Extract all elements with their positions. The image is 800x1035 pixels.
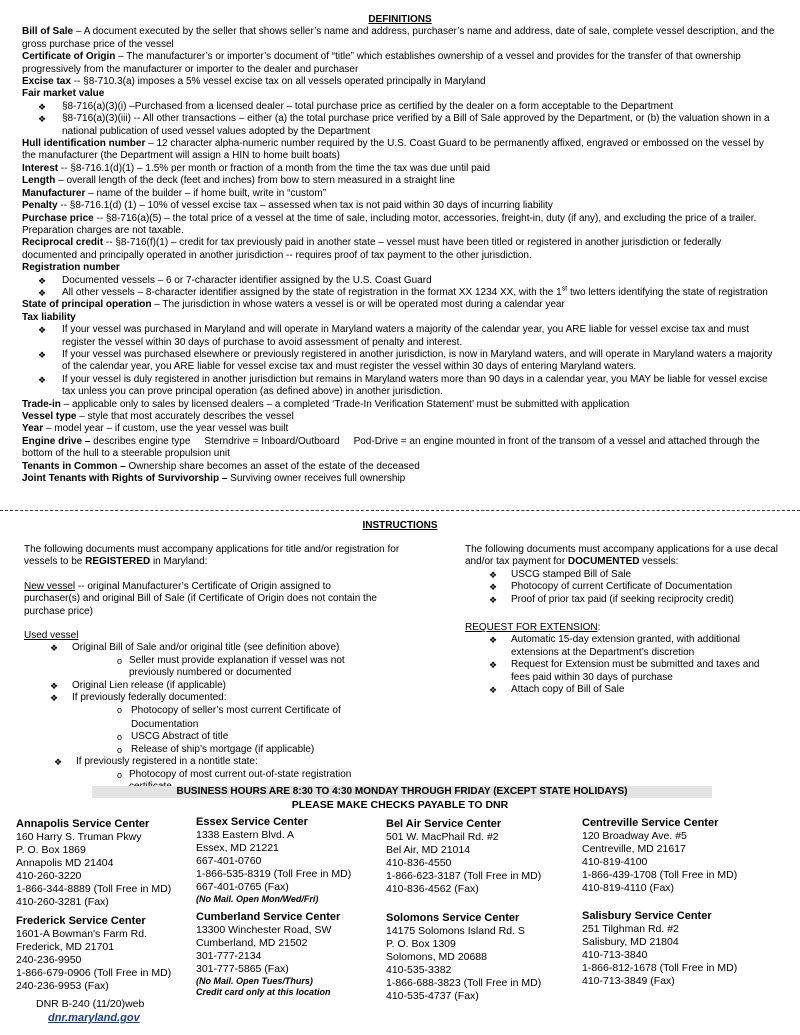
diamond-bullet-icon: ❖	[50, 643, 59, 654]
def-vessel-type	[22, 411, 778, 423]
def-term: State of principal operation	[22, 299, 152, 311]
def-text: describes engine type Sterndrive = Inboard/Outboard Pod-Drive = an engine mounted in front of the transom of a vessel and attached through the bottom of the hull to a steerable propulsion unit	[22, 435, 763, 460]
new-vessel-instruction: New vessel -- original Manufacturer’s Certificate of Origin assigned to purchaser(s) and original Bill of Sale (if Certificate of Origin does not contain the purchase price)	[24, 580, 377, 617]
center-name: Frederick Service Center	[16, 915, 146, 927]
def-length	[22, 175, 778, 187]
def-term: Length	[22, 175, 56, 187]
center-name: Bel Air Service Center	[386, 818, 502, 830]
diamond-bullet-icon: ❖	[489, 685, 498, 696]
tax-liability-item: ❖ If your vessel was purchased elsewhere or previously registered in another jurisdiction, is now in Maryland waters, and will operate in Maryland waters a majority of the calendar year, you ARE liable for vessel excise tax and must register the vessel within 30 days of entering Maryland waters.	[38, 348, 773, 373]
form-id: DNR B-240 (11/20)web	[36, 998, 145, 1010]
def-text: – overall length of the deck (feet and inches) from bow to stern measured in a straight line	[55, 175, 455, 187]
instructions-heading	[0, 520, 800, 532]
diamond-bullet-icon: ❖	[489, 582, 498, 593]
def-year	[22, 423, 778, 435]
def-term: Penalty	[22, 200, 58, 212]
def-bill-of-sale	[22, 26, 778, 51]
def-reciprocal-credit	[22, 237, 778, 262]
def-text: – The jurisdiction in whose waters a vessel is or will be operated most during a calendar year	[151, 299, 565, 311]
def-text: – The manufacturer’s or importer’s document of “title” which establishes ownership of a vessel and provides for the transfer of that ownership progressively from the manufacturer or importer to the dealer and purchaser	[22, 51, 741, 75]
def-term: Hull identification number	[22, 138, 146, 150]
diamond-bullet-icon: ❖	[489, 569, 498, 580]
frederick-service-center: Frederick Service Center 1601-A Bowman's Farm Rd. Frederick, MD 21701 240-236-9950 1-866-679-0906 (Toll Free in MD) 240-236-9953 (Fax)	[16, 915, 172, 992]
documented-instructions	[465, 544, 780, 696]
used-subitem: o Photocopy of most current out-of-state registration	[117, 768, 352, 780]
center-name: Solomons Service Center	[386, 912, 520, 924]
def-tax-liability: Tax liability	[22, 311, 76, 323]
def-term: Excise tax	[22, 76, 71, 88]
def-hin	[22, 138, 778, 163]
bel-air-service-center: Bel Air Service Center 501 W. MacPhail Rd. #2 Bel Air, MD 21014 410-836-4550 1-866-623-3187 (Toll Free in MD) 410-836-4562 (Fax)	[386, 818, 542, 895]
diamond-bullet-icon: ❖	[38, 275, 47, 286]
def-text: Surviving owner receives full ownership	[227, 473, 406, 485]
solomons-service-center: Solomons Service Center 14175 Solomons Island Rd. S P. O. Box 1309 Solomons, MD 20688 410-535-3382 1-866-688-3823 (Toll Free in MD) 410-535-4737 (Fax)	[386, 912, 542, 1002]
documented-item: ❖ Photocopy of current Certificate of Documentation	[489, 581, 733, 593]
diamond-bullet-icon: ❖	[38, 101, 47, 112]
def-joint-tenants	[22, 473, 778, 485]
def-text: -- §8-716(f)(1) – credit for tax previously paid in another state – vessel must have been titled or registered in another jurisdiction or federally documented and principally operated in another jurisdiction -- requires proof of tax payment to the other jurisdiction.	[22, 237, 722, 261]
def-excise-tax	[22, 76, 778, 88]
website-link[interactable]: dnr.maryland.gov	[48, 1012, 140, 1024]
def-term: Vessel type	[22, 411, 77, 422]
def-tenants-in-common	[22, 461, 778, 473]
def-term: Tenants in Common –	[22, 460, 126, 472]
diamond-bullet-icon: ❖	[38, 349, 47, 360]
diamond-bullet-icon: ❖	[38, 114, 47, 125]
documented-intro: The following documents must accompany applications for a use decal and/or tax payment for DOCUMENTED vessels:	[465, 544, 778, 568]
cumberland-service-center: Cumberland Service Center 13300 Winchester Road, SW Cumberland, MD 21502 301-777-2134 301-777-5865 (Fax) (No Mail. Open Tues/Thurs) Credit card only at this location	[196, 911, 341, 997]
checks-payable-note: PLEASE MAKE CHECKS PAYABLE TO DNR	[291, 799, 509, 811]
diamond-bullet-icon: ❖	[50, 693, 59, 704]
diamond-bullet-icon: ❖	[489, 594, 498, 605]
def-interest	[22, 163, 778, 175]
def-term: Manufacturer	[22, 187, 86, 199]
definitions-section	[22, 14, 778, 485]
def-text: – 12 character alpha-numeric number required by the U.S. Coast Guard to be permanently affixed, engraved or embossed on the vessel by the manufacturer (the Department will assign a HIN to home built boats)	[22, 138, 764, 162]
def-term: Trade-in	[22, 398, 61, 410]
salisbury-service-center: Salisbury Service Center 251 Tilghman Rd. #2 Salisbury, MD 21804 410-713-3840 1-866-812-1678 (Toll Free in MD) 410-713-3849 (Fax)	[582, 910, 738, 987]
def-text: -- §8-716.1(d) (1) – 10% of vessel excise tax – assessed when tax is not paid within 30 days of incurring liability	[57, 200, 553, 212]
used-subitem: o Seller must provide explanation if vessel was not previously numbered or documented	[117, 654, 345, 679]
extension-heading: REQUEST FOR EXTENSION:	[465, 622, 601, 634]
registration-item: ❖ Documented vessels – 6 or 7-character identifier assigned by the U.S. Coast Guard	[38, 274, 432, 286]
used-subitem: o USCG Abstract of title	[117, 731, 229, 743]
extension-item: ❖ Request for Extension must be submitted and taxes and fees paid within 30 days of purchase	[489, 659, 760, 683]
def-engine-drive	[22, 436, 778, 461]
documented-item: ❖ Proof of prior tax paid (if seeking reciprocity credit)	[489, 593, 734, 605]
def-purchase-price	[22, 213, 778, 238]
center-name: Centreville Service Center	[582, 817, 719, 829]
business-hours-banner: BUSINESS HOURS ARE 8:30 TO 4:30 MONDAY THROUGH FRIDAY (EXCEPT STATE HOLIDAYS)	[92, 786, 712, 798]
used-item: ❖ Original Bill of Sale and/or original title (see definition above)	[50, 642, 340, 654]
def-registration-number: Registration number	[22, 262, 120, 274]
diamond-bullet-icon: ❖	[489, 635, 498, 646]
def-manufacturer	[22, 188, 778, 200]
def-text: -- §8-710.3(a) imposes a 5% vessel excise tax on all vessels operated principally in Maryland	[70, 76, 486, 88]
circle-bullet-icon: o	[117, 705, 123, 716]
center-name: Salisbury Service Center	[582, 910, 712, 922]
def-text: – applicable only to sales by licensed dealers – a completed ‘Trade-In Verification Statement’ must be submitted with application	[60, 398, 630, 410]
instructions-title: INSTRUCTIONS	[362, 520, 438, 531]
diamond-bullet-icon: ❖	[38, 374, 47, 385]
used-subitem: o Release of ship’s mortgage (if applicable)	[117, 743, 315, 755]
center-note: (No Mail. Open Mon/Wed/Fri)	[196, 894, 319, 904]
extension-item: ❖ Attach copy of Bill of Sale	[489, 684, 625, 696]
annapolis-service-center: Annapolis Service Center 160 Harry S. Truman Pkwy P. O. Box 1869 Annapolis MD 21404 410-260-3220 1-866-344-8889 (Toll Free in MD) 410-260-3281 (Fax)	[16, 818, 172, 908]
diamond-bullet-icon: ❖	[38, 287, 47, 298]
def-fair-market-value: Fair market value	[22, 88, 105, 100]
fmv-item: ❖ §8-716(a)(3)(iii) -- All other transactions – either (a) the total purchase price verified by a Bill of Sale approved by the Department, or (b) the valuation shown in a national publication of used vessel values adopted by the Department	[38, 113, 770, 137]
documented-item: ❖ USCG stamped Bill of Sale	[489, 568, 632, 580]
def-text: – style that most accurately describes the vessel	[76, 411, 294, 422]
used-item: ❖ Original Lien release (if applicable)	[50, 679, 226, 691]
def-penalty	[22, 200, 778, 212]
used-subitem: o Photocopy of seller’s most current Certificate of Documentation	[117, 705, 341, 730]
center-note: Credit card only at this location	[196, 987, 331, 997]
def-term: Bill of Sale	[22, 26, 74, 38]
definitions-title: DEFINITIONS	[368, 14, 432, 25]
centreville-service-center: Centreville Service Center 120 Broadway Ave. #5 Centreville, MD 21617 410-819-4100 1-866-439-1708 (Toll Free in MD) 410-819-4110 (Fax)	[582, 817, 738, 894]
section-divider	[0, 510, 800, 511]
tax-liability-item: ❖ If your vessel is duly registered in another jurisdiction but remains in Maryland waters more than 90 days in a calendar year, you MAY be liable for vessel excise tax unless you can prove principal operation (as defined above) in another jurisdiction.	[38, 373, 768, 398]
def-term: Joint Tenants with Rights of Survivorship –	[22, 473, 228, 485]
registration-item: ❖ All other vessels – 8-character identifier assigned by the state of registration in the format XX 1234 XX, with the 1st two letters identifying the state of registration	[38, 285, 768, 298]
circle-bullet-icon: o	[117, 769, 123, 780]
extension-item: ❖ Automatic 15-day extension granted, with additional extensions at the Department’s discretion	[489, 634, 741, 658]
def-text: – model year – if custom, use the year vessel was built	[43, 423, 289, 435]
center-name: Essex Service Center	[196, 816, 308, 828]
registered-intro: The following documents must accompany applications for title and/or registration for vessels to be REGISTERED in Maryland:	[24, 544, 400, 568]
def-term: Purchase price	[22, 212, 94, 224]
used-item: ❖ If previously federally documented:	[50, 692, 227, 704]
circle-bullet-icon: o	[117, 655, 123, 666]
registered-instructions	[24, 544, 424, 794]
diamond-bullet-icon: ❖	[54, 757, 63, 768]
def-term: Year	[22, 423, 44, 435]
used-item: ❖ If previously registered in a nontitle state:	[54, 756, 258, 768]
def-text: – name of the builder – if home built, write in “custom”	[85, 187, 327, 199]
center-name: Annapolis Service Center	[16, 818, 150, 830]
def-text: -- §8-716.1(d)(1) – 1.5% per month or fraction of a month from the time the tax was due until paid	[58, 162, 491, 174]
center-note: (No Mail. Open Tues/Thurs)	[196, 976, 313, 986]
def-term: Interest	[22, 162, 59, 174]
circle-bullet-icon: o	[117, 732, 123, 743]
def-state-of-principal-operation	[22, 299, 778, 311]
def-text: – A document executed by the seller that shows seller’s name and address, purchaser’s name and address, date of sale, complete vessel description, and the gross purchase price of the vessel	[22, 26, 775, 50]
new-vessel-label: New vessel	[24, 580, 76, 592]
essex-service-center: Essex Service Center 1338 Eastern Blvd. A Essex, MD 21221 667-401-0760 1-866-535-8319 (Toll Free in MD) 667-401-0765 (Fax) (No Mail. Open Mon/Wed/Fri)	[196, 816, 352, 904]
diamond-bullet-icon: ❖	[50, 680, 59, 691]
def-term: Reciprocal credit	[22, 237, 104, 249]
def-term: Engine drive –	[22, 435, 91, 447]
def-term: Certificate of Origin	[22, 51, 116, 63]
diamond-bullet-icon: ❖	[489, 660, 498, 671]
def-text: Ownership share becomes an asset of the estate of the deceased	[125, 460, 420, 472]
def-text: -- §8-716(a)(5) – the total price of a vessel at the time of sale, including motor, accessories, freight-in, duty (if any), and excluding the price of a trailer. Preparation charges are not taxable.	[22, 212, 757, 236]
tax-liability-item: ❖ If your vessel was purchased in Maryland and will operate in Maryland waters a majority of the calendar year, you ARE liable for vessel excise tax and must register the vessel within 30 days of purchase to avoid assessment of penalty and interest.	[38, 324, 749, 348]
def-certificate-of-origin	[22, 51, 778, 76]
center-name: Cumberland Service Center	[196, 911, 341, 923]
used-vessel-label: Used vessel	[24, 630, 79, 642]
diamond-bullet-icon: ❖	[38, 325, 47, 336]
fmv-item: ❖ §8-716(a)(3)(i) –Purchased from a licensed dealer – total purchase price as certified by the dealer on a form acceptable to the Department	[38, 100, 673, 112]
def-trade-in	[22, 399, 778, 411]
circle-bullet-icon: o	[117, 744, 123, 755]
